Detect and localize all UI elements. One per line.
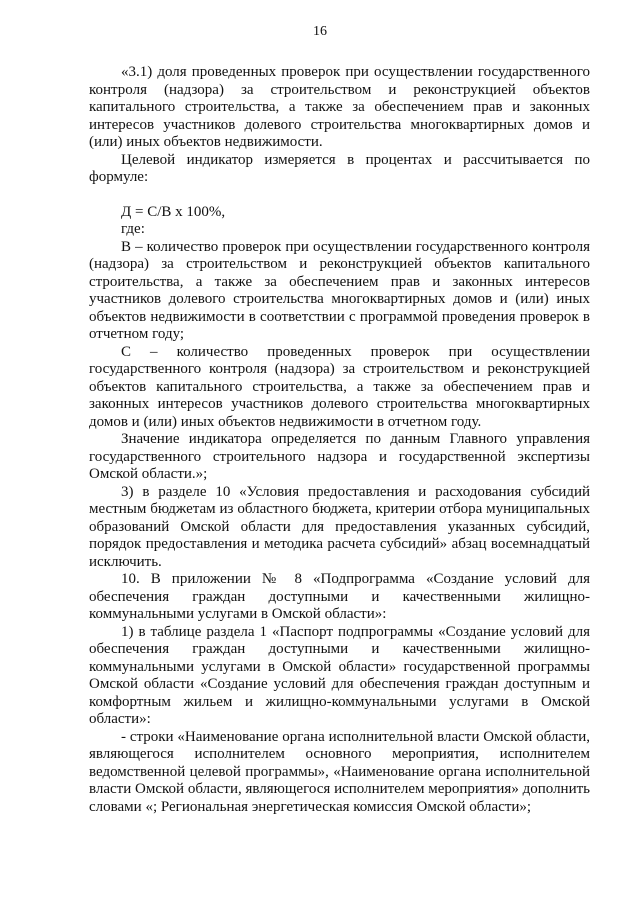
paragraph-formula-intro: Целевой индикатор измеряется в процентах и рассчитывается по формуле: xyxy=(89,151,590,185)
blank-line xyxy=(89,187,590,204)
paragraph-definition-c: С – количество проведенных проверок при осуществлении государственного контроля (надзора) за строительством и реконструкцией объектов капитального строительства, а также за обеспечением прав и законных интересов участников долевого строительства многоквартирных домов и (или) иных объектов недвижимости в отчетном году. xyxy=(89,343,590,430)
paragraph-item-3: 3) в разделе 10 «Условия предоставления и расходования субсидий местным бюджетам из областного бюджета, критерии отбора муниципальных образований Омской области для предоставления указанных субсидий, порядок предоставления и методика расчета субсидий» абзац восемнадцатый исключить. xyxy=(89,483,590,570)
paragraph-rows-amendment: - строки «Наименование органа исполнительной власти Омской области, являющегося исполнителем основного мероприятия, исполнителем ведомственной целевой программы», «Наименование органа исполнительной власти Омской области, являющегося исполнителем мероприятия» дополнить словами «; Региональная энергетическая комиссия Омской области»; xyxy=(89,728,590,815)
document-body xyxy=(89,64,590,816)
paragraph-definition-b: В – количество проверок при осуществлении государственного контроля (надзора) за строительством и реконструкцией объектов капитального строительства, а также за обеспечением прав и законных интересов участников долевого строительства многоквартирных домов и (или) иных объектов недвижимости в соответствии с программой проведения проверок в отчетном году; xyxy=(89,238,590,342)
paragraph-item-10-1: 1) в таблице раздела 1 «Паспорт подпрограммы «Создание условий для обеспечения граждан доступными и качественными жилищно-коммунальными услугами в Омской области» государственной программы Омской области «Создание условий для обеспечения граждан доступным и комфортным жильем и жилищно-коммунальными услугами в Омской области»: xyxy=(89,623,590,727)
formula: Д = С/В х 100%, xyxy=(121,203,226,220)
formula-where: где: xyxy=(121,221,145,237)
paragraph-indicator-3-1: «3.1) доля проведенных проверок при осуществлении государственного контроля (надзора) за строительством и реконструкцией объектов капитального строительства, а также за обеспечением прав и законных интересов участников долевого строительства многоквартирных домов и (или) иных объектов недвижимости. xyxy=(89,64,590,150)
paragraph-indicator-source: Значение индикатора определяется по данным Главного управления государственного строительного надзора и государственной экспертизы Омской области.»; xyxy=(89,431,590,482)
page-number: 16 xyxy=(313,24,327,39)
paragraph-item-10: 10. В приложении № 8 «Подпрограмма «Создание условий для обеспечения граждан доступными и качественными жилищно-коммунальными услугами в Омской области»: xyxy=(89,571,590,622)
